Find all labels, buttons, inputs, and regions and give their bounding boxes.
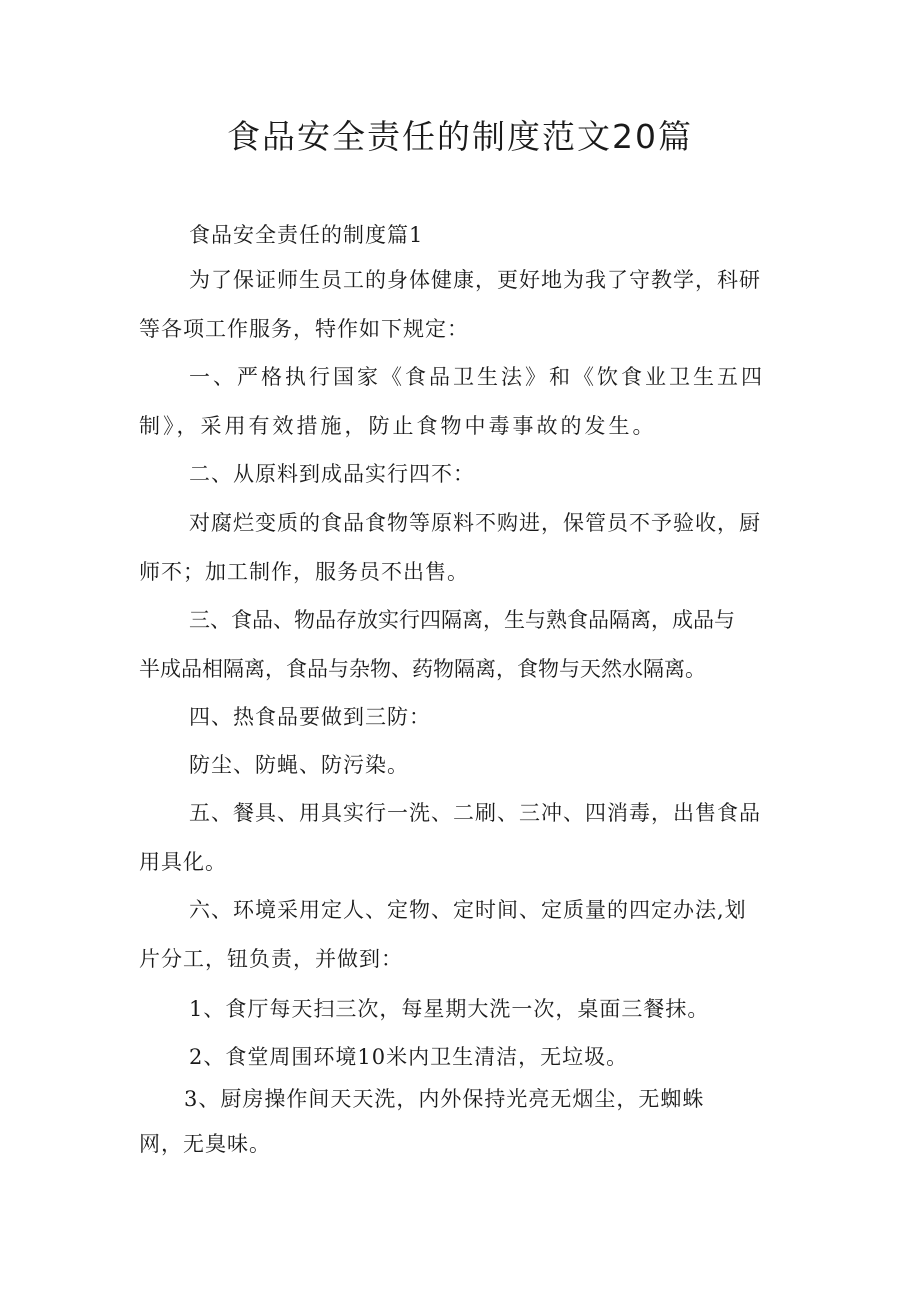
paragraph-rule-3 (139, 596, 789, 694)
paragraph-line: 网，无臭味。 (139, 1132, 271, 1156)
paragraph-line: 一、严格执行国家《食品卫生法》和《饮食业卫生五四 (189, 365, 765, 389)
paragraph-line: 三、食品、物品存放实行四隔离，生与熟食品隔离，成品与 (189, 608, 735, 632)
paragraph-line: 1、食厅每天扫三次，每星期大洗一次，桌面三餐抹。 (189, 997, 710, 1021)
paragraph-line: 3、厨房操作间天天洗，内外保持光亮无烟尘，无蜘蛛 (184, 1087, 705, 1111)
paragraph-item-3 (139, 1077, 789, 1167)
paragraph-item-1 (139, 985, 789, 1034)
paragraph-line: 防尘、防蝇、防污染。 (189, 753, 409, 777)
paragraph-line: 六、环境采用定人、定物、定时间、定质量的四定办法,划 (189, 898, 747, 922)
paragraph-line: 为了保证师生员工的身体健康，更好地为我了守教学，科研 (189, 268, 761, 292)
paragraph-rule-2-detail (139, 499, 789, 597)
paragraph-intro (139, 256, 789, 354)
paragraph-rule-4-detail (139, 741, 789, 790)
paragraph-line: 等各项工作服务，特作如下规定： (139, 317, 469, 341)
paragraph-rule-1 (139, 353, 789, 451)
paragraph-line: 五、餐具、用具实行一洗、二刷、三冲、四消毒，出售食品 (189, 801, 761, 825)
section-heading-text: 食品安全责任的制度篇1 (189, 223, 424, 247)
paragraph-line: 四、热食品要做到三防： (189, 705, 431, 729)
paragraph-line: 半成品相隔离，食品与杂物、药物隔离，食物与天然水隔离。 (139, 657, 706, 681)
paragraph-item-2 (139, 1033, 789, 1082)
paragraph-line: 用具化。 (139, 850, 227, 874)
paragraph-rule-2 (139, 450, 789, 499)
paragraph-line: 师不；加工制作，服务员不出售。 (139, 560, 469, 584)
paragraph-line: 制》，采用有效措施，防止食物中毒事故的发生。 (139, 414, 657, 438)
paragraph-rule-5 (139, 789, 789, 887)
paragraph-line: 片分工，钮负责，并做到： (139, 947, 403, 971)
paragraph-line: 对腐烂变质的食品食物等原料不购进，保管员不予验收，厨 (189, 511, 761, 535)
paragraph-rule-4 (139, 693, 789, 742)
paragraph-rule-6 (139, 886, 789, 984)
paragraph-line: 二、从原料到成品实行四不： (189, 462, 475, 486)
section-heading (139, 211, 789, 260)
paragraph-line: 2、食堂周围环境10米内卫生清洁，无垃圾。 (189, 1045, 629, 1069)
document-title: 食品安全责任的制度范文20篇 (227, 117, 693, 156)
